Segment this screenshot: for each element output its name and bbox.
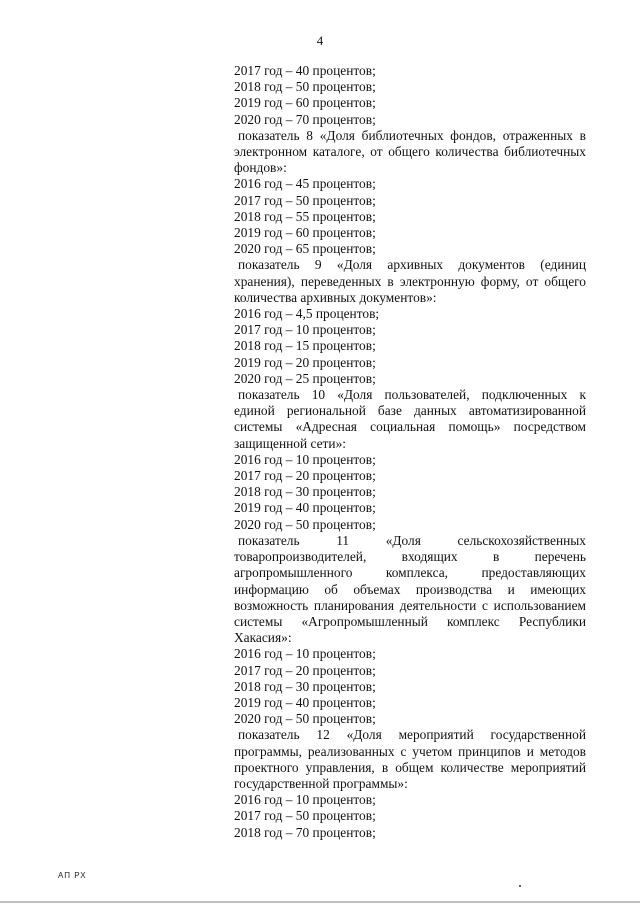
year-value-line: 2017 год – 40 процентов; — [234, 63, 376, 78]
indicator-paragraph: показатель 11 «Доля сельскохозяйственных товаропроизводителей, входящих в перечень агропромышленного комплекса, предоставляющих информацию об объемах производства и имеющих возможность планирования деятельности с использованием системы «Агропромышленный комплекс Республики Хакасия»: — [234, 532, 586, 646]
year-value-line: 2019 год – 60 процентов; — [234, 225, 376, 241]
indicator-paragraph: показатель 8 «Доля библиотечных фондов, отраженных в электронном каталоге, от общего количества библиотечных фондов»: — [234, 127, 586, 176]
indicator-paragraph: показатель 10 «Доля пользователей, подключенных к единой региональной базе данных автоматизированной системы «Адресная социальная помощь» посредством защищенной сети»: — [234, 387, 586, 451]
year-value-line: 2016 год – 10 процентов; — [234, 646, 376, 662]
document-body — [234, 63, 586, 841]
year-value-line: 2017 год – 20 процентов; — [234, 662, 376, 678]
indicator-paragraph: показатель 12 «Доля мероприятий государственной программы, реализованных с учетом принципов и методов проектного управления, в общем количестве мероприятий государственной программы»: — [234, 727, 586, 791]
year-value-line: 2019 год – 40 процентов; — [234, 694, 376, 710]
page-number: 4 — [316, 33, 324, 48]
year-value-line: 2020 год – 25 процентов; — [234, 370, 376, 386]
year-value-line: 2018 год – 55 процентов; — [234, 208, 376, 224]
year-value-line: 2017 год – 10 процентов; — [234, 322, 376, 338]
year-value-line: 2020 год – 50 процентов; — [234, 516, 376, 532]
footer-code: АП РХ — [58, 871, 87, 880]
scan-speck — [519, 885, 521, 887]
year-value-line: 2018 год – 30 процентов; — [234, 678, 376, 694]
year-value-line: 2020 год – 65 процентов; — [234, 241, 376, 257]
year-value-line: 2018 год – 15 процентов; — [234, 338, 376, 354]
year-value-line: 2020 год – 70 процентов; — [234, 111, 376, 127]
year-value-line: 2017 год – 20 процентов; — [234, 468, 376, 484]
year-value-line: 2016 год – 10 процентов; — [234, 792, 376, 808]
year-value-line: 2018 год – 30 процентов; — [234, 484, 376, 500]
year-value-line: 2016 год – 10 процентов; — [234, 451, 376, 467]
year-value-line: 2016 год – 4,5 процентов; — [234, 306, 380, 322]
year-value-line: 2016 год – 45 процентов; — [234, 176, 376, 192]
bottom-edge — [0, 901, 640, 903]
year-value-line: 2019 год – 20 процентов; — [234, 354, 376, 370]
year-value-line: 2019 год – 40 процентов; — [234, 500, 376, 516]
year-value-line: 2017 год – 50 процентов; — [234, 192, 376, 208]
year-value-line: 2020 год – 50 процентов; — [234, 711, 376, 727]
year-value-line: 2018 год – 70 процентов; — [234, 824, 376, 840]
year-value-line: 2019 год – 60 процентов; — [234, 95, 376, 111]
year-value-line: 2017 год – 50 процентов; — [234, 808, 376, 824]
indicator-paragraph: показатель 9 «Доля архивных документов (единиц хранения), переведенных в электронную форму, от общего количества архивных документов»: — [234, 257, 586, 305]
year-value-line: 2018 год – 50 процентов; — [234, 79, 376, 95]
